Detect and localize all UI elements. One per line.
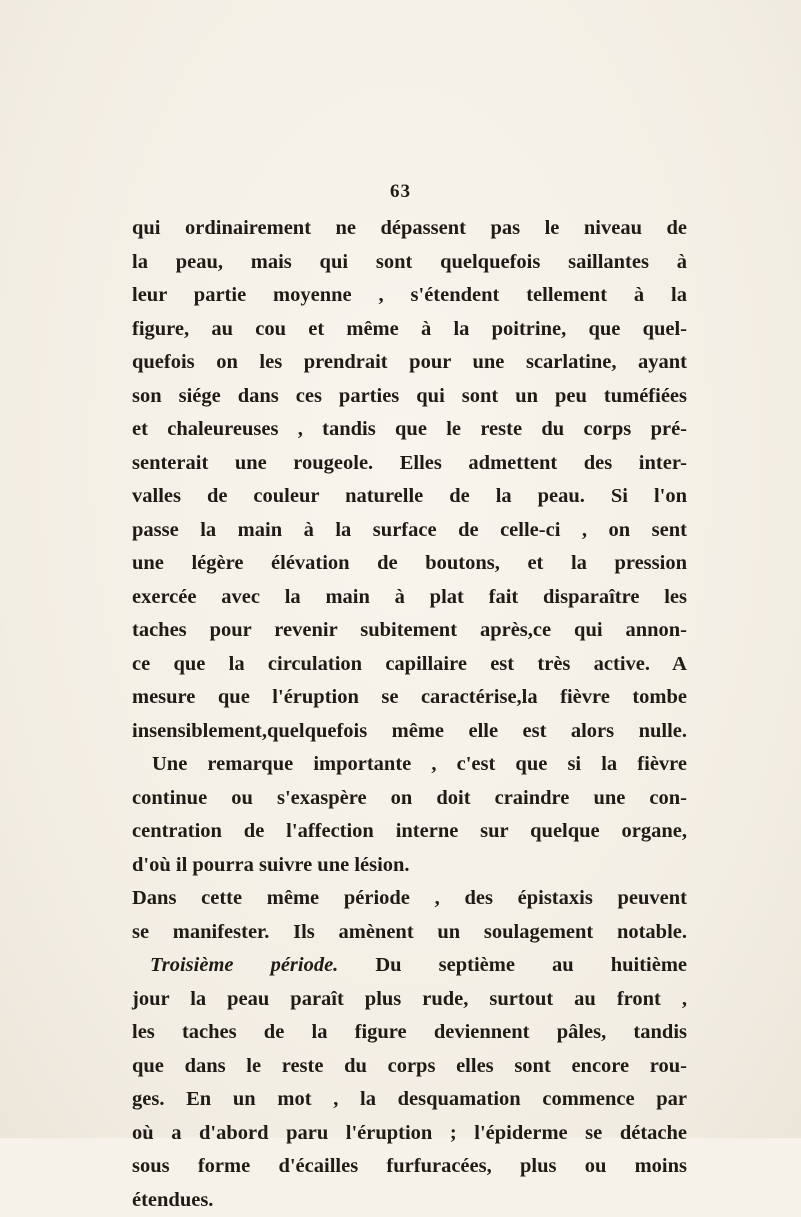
text-line: étendues.: [132, 1184, 687, 1217]
text-line: la peau, mais qui sont quelquefois saillantes à: [132, 246, 687, 280]
text-line: se manifester. Ils amènent un soulagement notable.: [132, 916, 687, 950]
text-line: les taches de la figure deviennent pâles, tandis: [132, 1016, 687, 1050]
text-line: senterait une rougeole. Elles admettent des inter-: [132, 447, 687, 481]
text-line: qui ordinairement ne dépassent pas le niveau de: [132, 212, 687, 246]
text-line: que dans le reste du corps elles sont encore rou-: [132, 1050, 687, 1084]
text-line: figure, au cou et même à la poitrine, que quel-: [132, 313, 687, 347]
text-line: une légère élévation de boutons, et la pression: [132, 547, 687, 581]
text-line: jour la peau paraît plus rude, surtout au front ,: [132, 983, 687, 1017]
text-line: Une remarque importante , c'est que si la fièvre: [132, 748, 687, 782]
body-text: [132, 212, 687, 1217]
text-line: son siége dans ces parties qui sont un peu tuméfiées: [132, 380, 687, 414]
text-line: passe la main à la surface de celle-ci , on sent: [132, 514, 687, 548]
text-line: d'où il pourra suivre une lésion.: [132, 849, 687, 883]
text-line: valles de couleur naturelle de la peau. Si l'on: [132, 480, 687, 514]
text-line: taches pour revenir subitement après,ce qui annon-: [132, 614, 687, 648]
text-line: exercée avec la main à plat fait disparaître les: [132, 581, 687, 615]
text-line: mesure que l'éruption se caractérise,la fièvre tombe: [132, 681, 687, 715]
text-line: où a d'abord paru l'éruption ; l'épiderme se détache: [132, 1117, 687, 1151]
text-line: centration de l'affection interne sur quelque organe,: [132, 815, 687, 849]
page-number: 63: [0, 181, 801, 203]
text-segment: Du septième au huitième: [375, 954, 687, 976]
text-line: ges. En un mot , la desquamation commence par: [132, 1083, 687, 1117]
text-line: ce que la circulation capillaire est très active. A: [132, 648, 687, 682]
third-period-line: [132, 949, 687, 983]
text-line: Dans cette même période , des épistaxis peuvent: [132, 882, 687, 916]
text-line: leur partie moyenne , s'étendent tellement à la: [132, 279, 687, 313]
text-line: insensiblement,quelquefois même elle est alors nulle.: [132, 715, 687, 749]
text-line: continue ou s'exaspère on doit craindre une con-: [132, 782, 687, 816]
text-line: quefois on les prendrait pour une scarlatine, ayant: [132, 346, 687, 380]
text-line: et chaleureuses , tandis que le reste du corps pré-: [132, 413, 687, 447]
text-line: sous forme d'écailles furfuracées, plus ou moins: [132, 1150, 687, 1184]
section-heading: Troisième période.: [150, 954, 338, 976]
